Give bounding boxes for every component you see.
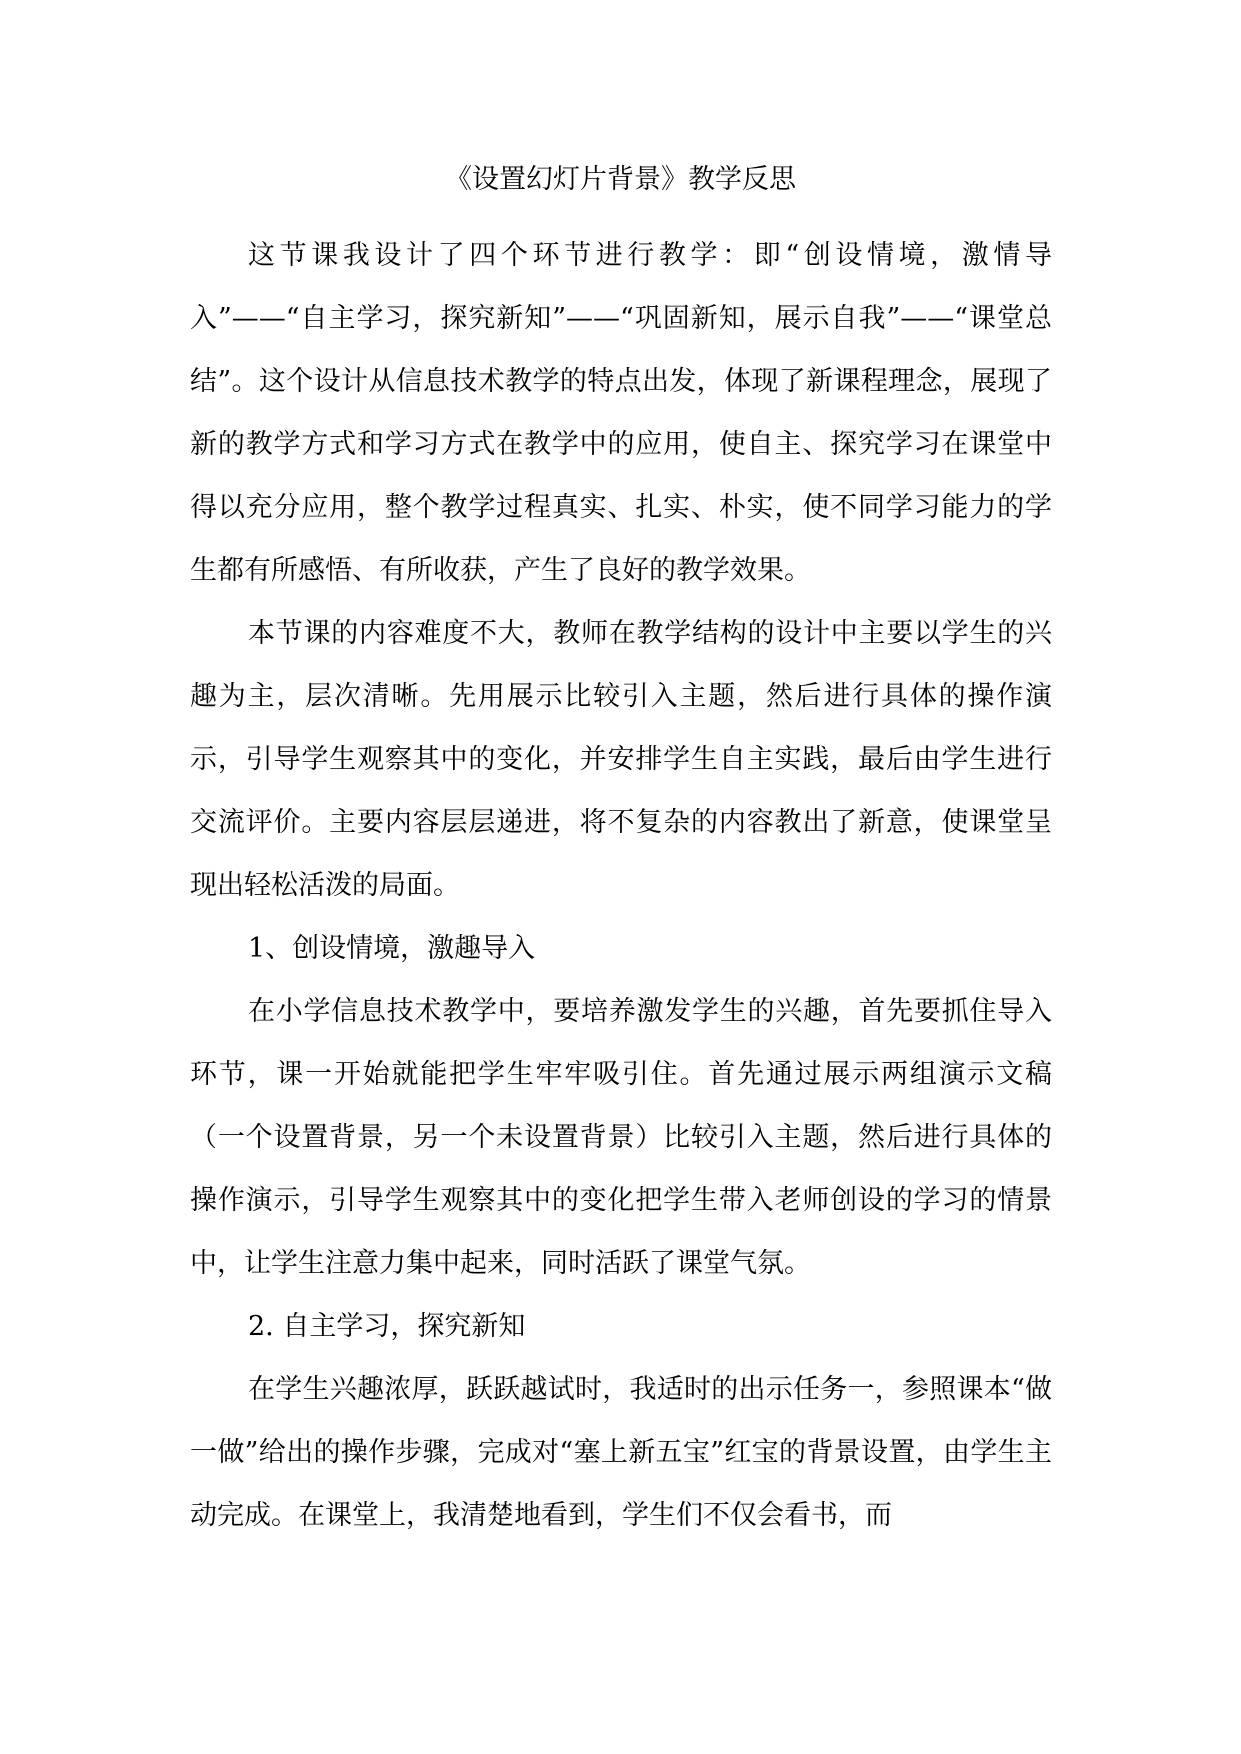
- paragraph-section-1: 在小学信息技术教学中，要培养激发学生的兴趣，首先要抓住导入环节，课一开始就能把学生牢牢吸引住。首先通过展示两组演示文稿（一个设置背景，另一个未设置背景）比较引入主题，然后进行具体的操作演示，引导学生观察其中的变化把学生带入老师创设的学习的情景中，让学生注意力集中起来，同时活跃了课堂气氛。: [190, 996, 1052, 1279]
- paragraph-section-2: 在学生兴趣浓厚，跃跃越试时，我适时的出示任务一，参照课本“做一做”给出的操作步骤，完成对“塞上新五宝”红宝的背景设置，由学生主动完成。在课堂上，我清楚地看到，学生们不仅会看书，而: [190, 1374, 1052, 1531]
- document-title: 《设置幻灯片背景》教学反思: [445, 164, 796, 195]
- paragraph-overview: 本节课的内容难度不大，教师在教学结构的设计中主要以学生的兴趣为主，层次清晰。先用展示比较引入主题，然后进行具体的操作演示，引导学生观察其中的变化，并安排学生自主实践，最后由学生进行交流评价。主要内容层层递进，将不复杂的内容教出了新意，使课堂呈现出轻松活泼的局面。: [190, 618, 1052, 901]
- section-heading-1: 1、创设情境，激趣导入: [248, 933, 536, 964]
- paragraph-intro: 这节课我设计了四个环节进行教学：即“创设情境，激情导入”——“自主学习，探究新知”——“巩固新知，展示自我”——“课堂总结”。这个设计从信息技术教学的特点出发，体现了新课程理念，展现了新的教学方式和学习方式在教学中的应用，使自主、探究学习在课堂中得以充分应用，整个教学过程真实、扎实、朴实，使不同学习能力的学生都有所感悟、有所收获，产生了良好的教学效果。: [190, 240, 1052, 586]
- section-heading-2: 2. 自主学习，探究新知: [248, 1311, 526, 1342]
- document-body: [190, 224, 1052, 1547]
